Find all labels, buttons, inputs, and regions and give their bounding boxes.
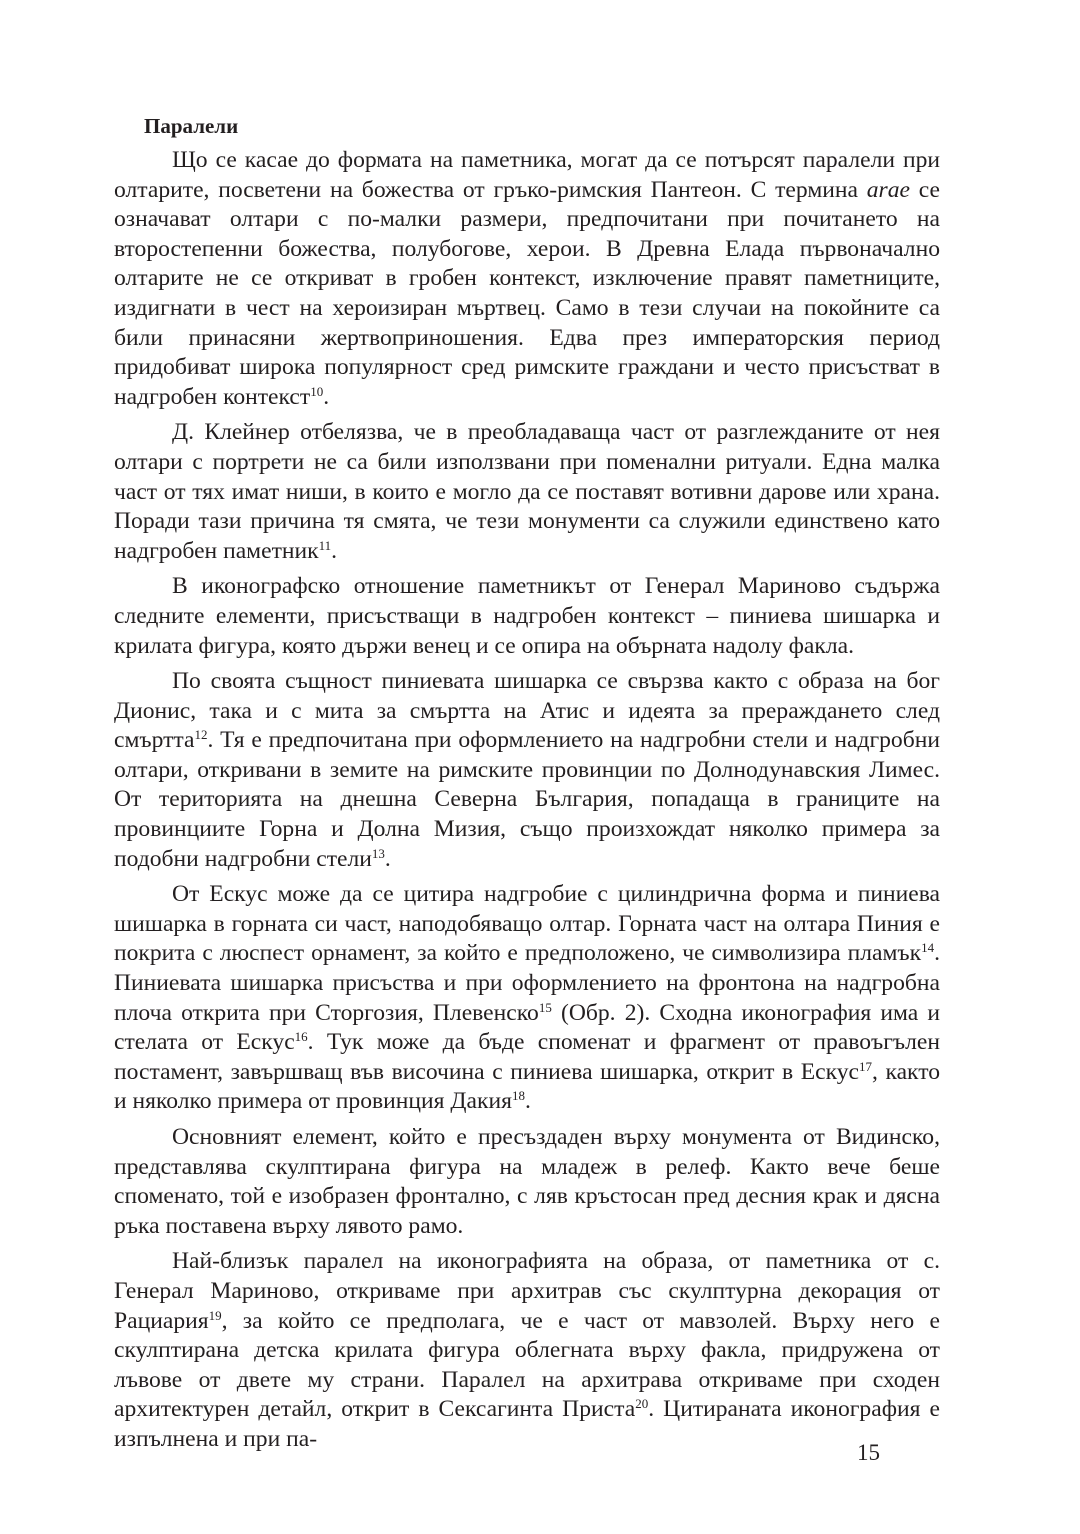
text-run: . Тук може да бъде споменат и фрагмент от правоъгълен постамент, завършващ във височина с пиниева шишарка, открит в Ескус [114,1029,940,1085]
footnote-ref-18[interactable]: 18 [511,1088,525,1104]
text-run: . Пиниевата шишарка присъства и при оформлението на фронтона на надгробна плоча открита при Сторгозия, Плевенско [114,940,940,1026]
text-run: . Цитираната иконография е изпълнена и при па- [114,1396,940,1452]
text-run: Най-близък паралел на иконографията на образа, от паметника от с. Генерал Мариново, откриваме при архитрав със скулптурна декорация от Рациария [114,1248,940,1334]
text-run: От Ескус може да се цитира надгробие с цилиндрична форма и пиниева шишарка в горната си част, наподобяващо олтар. Горната част на олтара Пиния е покрита с люспест орнамент, за който е предположено, че символизира пламък [114,881,940,967]
footnote-ref-19[interactable]: 19 [208,1307,222,1323]
text-run: , за който се предполага, че е част от мавзолей. Върху него е скулптирана детска крилата фигура облегната върху факла, придружена от лъвове от двете му страни. Паралел на архитрава откриваме при сходен архитектурен детайл, открит в Сексагинта Приста [114,1307,940,1423]
page-number: 15 [857,1440,880,1465]
footnote-ref-17[interactable]: 17 [858,1058,872,1074]
latin-term: arae [866,176,910,203]
footnote-ref-13[interactable]: 13 [371,845,385,861]
text-run: По своята същност пиниевата шишарка се свързва както с образа на бог Дионис, така и с мита за смъртта на Атис и идеята за прераждането след смъртта [114,668,940,754]
footnote-ref-15[interactable]: 15 [538,999,552,1015]
footnote-ref-11[interactable]: 11 [318,537,332,553]
text-run: . Тя е предпочитана при оформлението на надгробни стели и надгробни олтари, откривани в земите на римските провинции по Долнодунавския Лимес. От територията на днешна Северна България, попадаща в границите на провинциите Горна и Долна Мизия, също произхождат няколко примера за подобни надгробни стели [114,727,940,872]
text-run: (Обр. 2). Сходна иконография има и стелата от Ескус [114,999,940,1056]
footnote-ref-14[interactable]: 14 [921,940,935,956]
paragraph-5 [114,880,940,1117]
paragraph-4 [114,667,940,874]
text-run: , както и няколко примера от провинция Дакия [114,1058,940,1115]
paragraph-1 [114,146,940,412]
text-run: Що се касае до формата на паметника, могат да се потърсят паралели при олтарите, посветени на божества от гръко-римския Пантеон. С термина [114,147,940,203]
paragraph-3 [114,572,940,661]
footnote-ref-20[interactable]: 20 [635,1396,649,1412]
text-run: В иконографско отношение паметникът от Генерал Мариново съдържа следните елементи, присъстващи в надгробен контекст – пиниева шишарка и крилата фигура, която държи венец и се опира на обърната надолу факла. [114,573,940,659]
text-run: . [384,845,391,872]
footnote-ref-16[interactable]: 16 [294,1029,308,1045]
text-run: Д. Клейнер отбелязва, че в преобладаваща част от разглежданите от нея олтари с портрети не са били използвани при поменални ритуали. Една малка част от тях имат ниши, в които е могло да се поставят вотивни дарове или храна. Поради тази причина тя смята, че тези монументи са служили единствено като надгробен паметник [114,419,940,564]
page-body [114,110,940,1461]
text-run: се означават олтари с по-малки размери, предпочитани при почитането на второстепенни божества, полубогове, херои. В Древна Елада първоначално олтарите не се откриват в гробен контекст, изключение правят паметниците, издигнати в чест на хероизиран мъртвец. Само в тези случаи на покойните са били принасяни жертвоприношения. Едва през императорския период придобиват широка популярност сред римските граждани и често присъстват в надгробен контекст [114,176,940,410]
paragraph-2 [114,418,940,566]
footnote-ref-12[interactable]: 12 [194,727,208,743]
paragraph-6 [114,1123,940,1241]
text-run: Основният елемент, който е пресъздаден върху монумента от Видинско, представлява скулптирана фигура на младеж в релеф. Както вече беше споменато, той е изобразен фронтално, с ляв кръстосан пред десния крак и дясна ръка поставена върху лявото рамо. [114,1124,940,1239]
paragraph-7 [114,1247,940,1454]
section-heading: Паралели [144,114,239,138]
text-run: . [331,537,338,564]
text-run: . [524,1088,531,1115]
footnote-ref-10[interactable]: 10 [310,383,324,399]
text-run: . [323,383,330,410]
